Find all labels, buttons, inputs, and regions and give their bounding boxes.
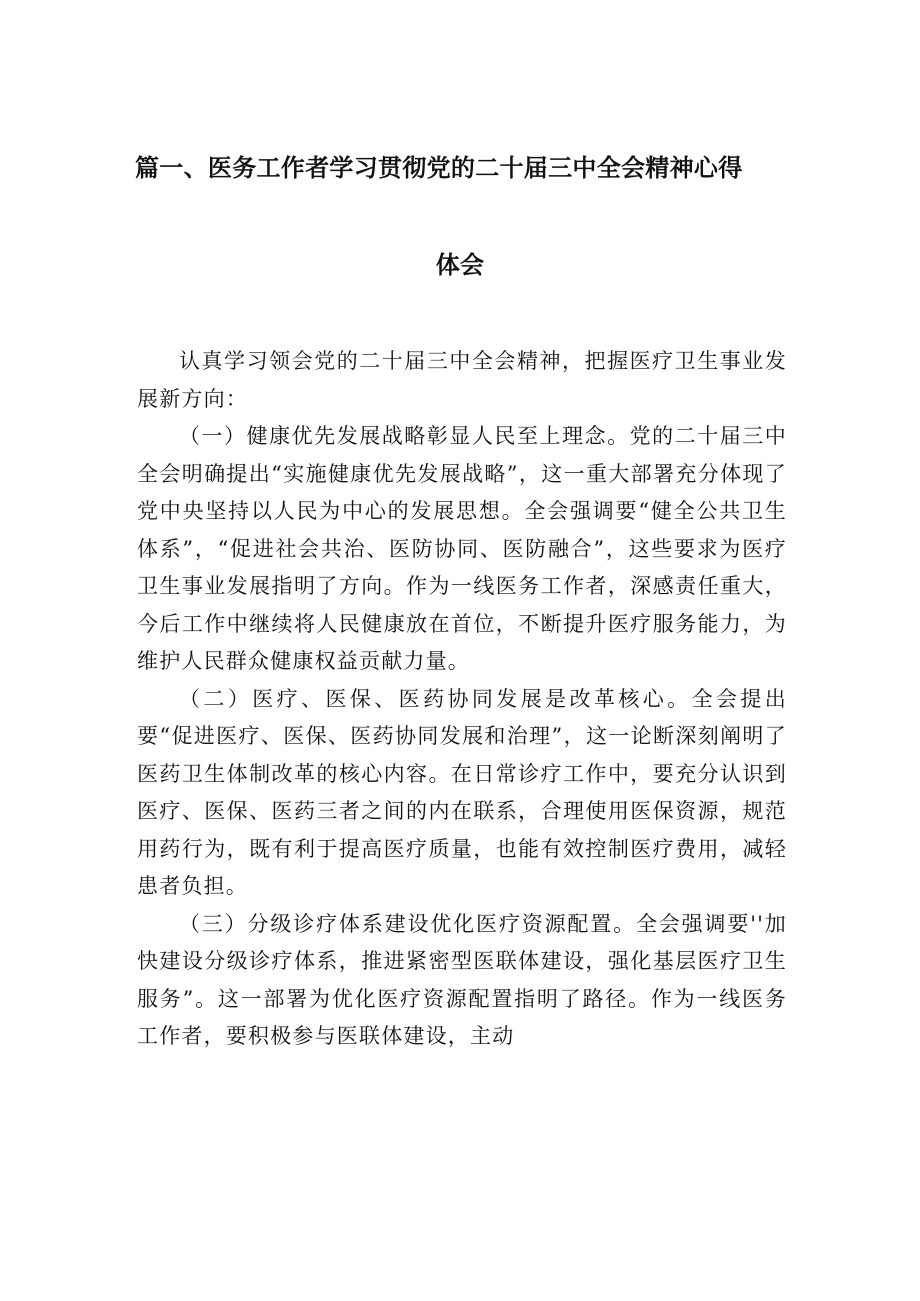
document-body — [137, 343, 787, 1056]
paragraph-section-1: （一）健康优先发展战略彰显人民至上理念。党的二十届三中全会明确提出“实施健康优先发展战略”，这一重大部署充分体现了党中央坚持以人民为中心的发展思想。全会强调要“健全公共卫生体系”，“促进社会共治、医防协同、医防融合”，这些要求为医疗卫生事业发展指明了方向。作为一线医务工作者，深感责任重大，今后工作中继续将人民健康放在首位，不断提升医疗服务能力，为维护人民群众健康权益贡献力量。 — [137, 424, 787, 673]
paragraph-section-3: （三）分级诊疗体系建设优化医疗资源配置。全会强调要''加快建设分级诊疗体系，推进紧密型医联体建设，强化基层医疗卫生服务”。这一部署为优化医疗资源配置指明了路径。作为一线医务工作者，要积极参与医联体建设，主动 — [137, 911, 787, 1048]
paragraph-intro: 认真学习领会党的二十届三中全会精神，把握医疗卫生事业发展新方向： — [137, 349, 787, 411]
paragraph-section-2: （二）医疗、医保、医药协同发展是改革核心。全会提出要“促进医疗、医保、医药协同发展和治理”，这一论断深刻阐明了医药卫生体制改革的核心内容。在日常诊疗工作中，要充分认识到医疗、医保、医药三者之间的内在联系，合理使用医保资源，规范用药行为，既有利于提高医疗质量，也能有效控制医疗费用，减轻患者负担。 — [137, 686, 787, 898]
document-title-line-1: 篇一、医务工作者学习贯彻党的二十届三中全会精神心得 — [135, 154, 743, 182]
document-title-line-2: 体会 — [435, 251, 485, 279]
